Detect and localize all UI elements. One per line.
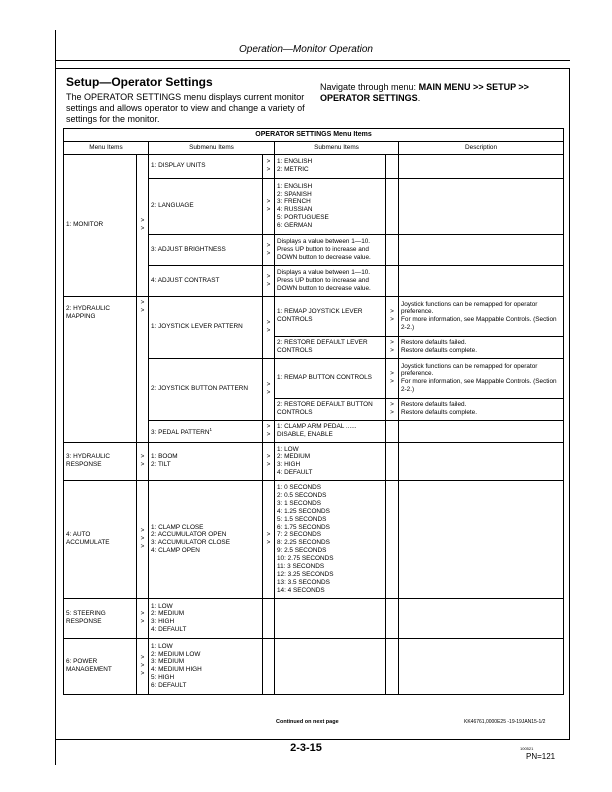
empty-cell xyxy=(386,265,399,296)
submenu-cell: 1: JOYSTICK LEVER PATTERN xyxy=(149,296,263,358)
print-code: 100521 xyxy=(520,746,534,751)
menu-cell: 4: AUTO ACCUMULATE xyxy=(64,480,137,598)
arrow-cell: > > xyxy=(263,154,275,178)
arrow-cell: > > xyxy=(137,154,149,296)
arrow-cell: > > > xyxy=(137,638,149,694)
arrow-cell: > > xyxy=(137,442,149,480)
menu-cell: 5: STEERING RESPONSE xyxy=(64,598,137,638)
document-code: KK46761,0000E25 -19-19JAN15-1/2 xyxy=(464,719,546,725)
submenu2-cell: 1: 0 SECONDS 2: 0.5 SECONDS 3: 1 SECONDS 4: 1.25 SECONDS 5: 1.5 SECONDS 6: 1.75 SECONDS 7: 2 SECONDS 8: 2.25 SECONDS 9: 2.5 SECONDS 10: 2.75 SECONDS 11: 3 SECONDS 12: 3.25 SECONDS 13: 3.5 SECONDS 14: 4 SECONDS xyxy=(275,480,386,598)
submenu-cell: 1: DISPLAY UNITS xyxy=(149,154,263,178)
arrow-cell: > > xyxy=(263,296,275,358)
arrow-cell: > > xyxy=(386,296,399,336)
description-cell xyxy=(399,234,564,265)
section-title: Setup—Operator Settings xyxy=(66,75,213,89)
submenu-cell xyxy=(149,420,263,442)
arrow-cell: > > xyxy=(386,336,399,358)
submenu-cell: 1: LOW 2: MEDIUM 3: HIGH 4: DEFAULT xyxy=(149,598,263,638)
col-header-submenu-items-2: Submenu Items xyxy=(275,141,399,154)
submenu2-cell: 1: ENGLISH 2: SPANISH 3: FRENCH 4: RUSSIAN 5: PORTUGUESE 6: GERMAN xyxy=(275,178,386,234)
nav-suffix: . xyxy=(417,93,421,103)
description-cell xyxy=(399,442,564,480)
menu-cell: 2: HYDRAULIC MAPPING xyxy=(64,296,137,442)
arrow-cell: > > xyxy=(263,358,275,420)
table-row xyxy=(64,638,564,694)
empty-cell xyxy=(386,178,399,234)
empty-cell xyxy=(275,638,386,694)
arrow-cell: > > xyxy=(263,234,275,265)
col-header-menu-items: Menu Items xyxy=(64,141,149,154)
submenu-cell: 1: BOOM 2: TILT xyxy=(149,442,263,480)
description-cell: Restore defaults failed. Restore defaults complete. xyxy=(399,336,564,358)
empty-cell xyxy=(386,154,399,178)
col-header-submenu-items: Submenu Items xyxy=(149,141,275,154)
table-title-row xyxy=(64,129,564,142)
arrow-cell: > > xyxy=(386,358,399,398)
description-cell xyxy=(399,480,564,598)
description-cell xyxy=(399,420,564,442)
arrow-cell: > > xyxy=(263,420,275,442)
empty-cell xyxy=(386,598,399,638)
pedal-pattern-label: 3: PEDAL PATTERN xyxy=(151,428,210,436)
table-row xyxy=(64,480,564,598)
arrow-cell: > > xyxy=(263,480,275,598)
description-cell xyxy=(399,178,564,234)
operator-settings-table xyxy=(63,128,564,695)
submenu2-cell: 1: CLAMP ARM PEDAL ...... DISABLE, ENABLE xyxy=(275,420,386,442)
intro-text: The OPERATOR SETTINGS menu displays current monitor settings and allows operator to view and change a variety of settings for the monitor. xyxy=(66,92,305,124)
menu-cell: 3: HYDRAULIC RESPONSE xyxy=(64,442,137,480)
table-row xyxy=(64,154,564,178)
col-header-description: Description xyxy=(399,141,564,154)
navigation-instructions xyxy=(320,82,555,104)
table-title: OPERATOR SETTINGS Menu Items xyxy=(64,129,564,142)
submenu-cell: 2: LANGUAGE xyxy=(149,178,263,234)
page-header: Operation—Monitor Operation xyxy=(239,44,373,55)
empty-cell xyxy=(386,442,399,480)
page-number: 2-3-15 xyxy=(290,742,322,754)
empty-cell xyxy=(386,420,399,442)
table-header-row xyxy=(64,141,564,154)
description-cell xyxy=(399,265,564,296)
table-row xyxy=(64,296,564,336)
continued-note: Continued on next page xyxy=(276,719,339,725)
submenu2-cell: 2: RESTORE DEFAULT BUTTON CONTROLS xyxy=(275,398,386,420)
description-cell xyxy=(399,154,564,178)
arrow-cell: > > xyxy=(137,598,149,638)
empty-cell xyxy=(275,598,386,638)
arrow-cell: > > xyxy=(263,178,275,234)
submenu2-cell: 1: REMAP JOYSTICK LEVER CONTROLS xyxy=(275,296,386,336)
description-cell xyxy=(399,638,564,694)
submenu2-cell: Displays a value between 1—10. Press UP button to increase and DOWN button to decrease value. xyxy=(275,234,386,265)
submenu2-cell: 2: RESTORE DEFAULT LEVER CONTROLS xyxy=(275,336,386,358)
menu-cell: 6: POWER MANAGEMENT xyxy=(64,638,137,694)
submenu-cell: 3: ADJUST BRIGHTNESS xyxy=(149,234,263,265)
submenu2-cell: 1: REMAP BUTTON CONTROLS xyxy=(275,358,386,398)
submenu-cell: 1: CLAMP CLOSE 2: ACCUMULATOR OPEN 3: ACCUMULATOR CLOSE 4: CLAMP OPEN xyxy=(149,480,263,598)
arrow-cell: > > xyxy=(386,398,399,420)
table-row xyxy=(64,598,564,638)
footnote-marker: 1 xyxy=(209,426,212,432)
nav-prefix: Navigate through menu: xyxy=(320,82,419,92)
submenu-cell: 4: ADJUST CONTRAST xyxy=(149,265,263,296)
submenu2-cell: 1: LOW 2: MEDIUM 3: HIGH 4: DEFAULT xyxy=(275,442,386,480)
header-rule xyxy=(55,60,570,61)
arrow-cell: > > xyxy=(263,265,275,296)
description-cell: Joystick functions can be remapped for operator preference. For more information, see Mappable Controls. (Section 2-2.) xyxy=(399,358,564,398)
description-cell: Joystick functions can be remapped for operator preference. For more information, see Mappable Controls. (Section 2-2.) xyxy=(399,296,564,336)
empty-cell xyxy=(263,598,275,638)
description-cell xyxy=(399,598,564,638)
menu-cell: 1: MONITOR xyxy=(64,154,137,296)
submenu-cell: 1: LOW 2: MEDIUM LOW 3: MEDIUM 4: MEDIUM HIGH 5: HIGH 6: DEFAULT xyxy=(149,638,263,694)
submenu2-cell: 1: ENGLISH 2: METRIC xyxy=(275,154,386,178)
submenu-cell: 2: JOYSTICK BUTTON PATTERN xyxy=(149,358,263,420)
empty-cell xyxy=(263,638,275,694)
empty-cell xyxy=(386,480,399,598)
nav-path: MAIN MENU >> SETUP >> OPERATOR SETTINGS xyxy=(320,82,529,103)
empty-cell xyxy=(386,234,399,265)
arrow-cell: > > xyxy=(137,296,149,442)
submenu2-cell: Displays a value between 1—10. Press UP button to increase and DOWN button to decrease value. xyxy=(275,265,386,296)
arrow-cell: > > > xyxy=(137,480,149,598)
pn-number: PN=121 xyxy=(526,752,556,761)
empty-cell xyxy=(386,638,399,694)
arrow-cell: > > xyxy=(263,442,275,480)
description-cell: Restore defaults failed. Restore defaults complete. xyxy=(399,398,564,420)
table-row xyxy=(64,442,564,480)
